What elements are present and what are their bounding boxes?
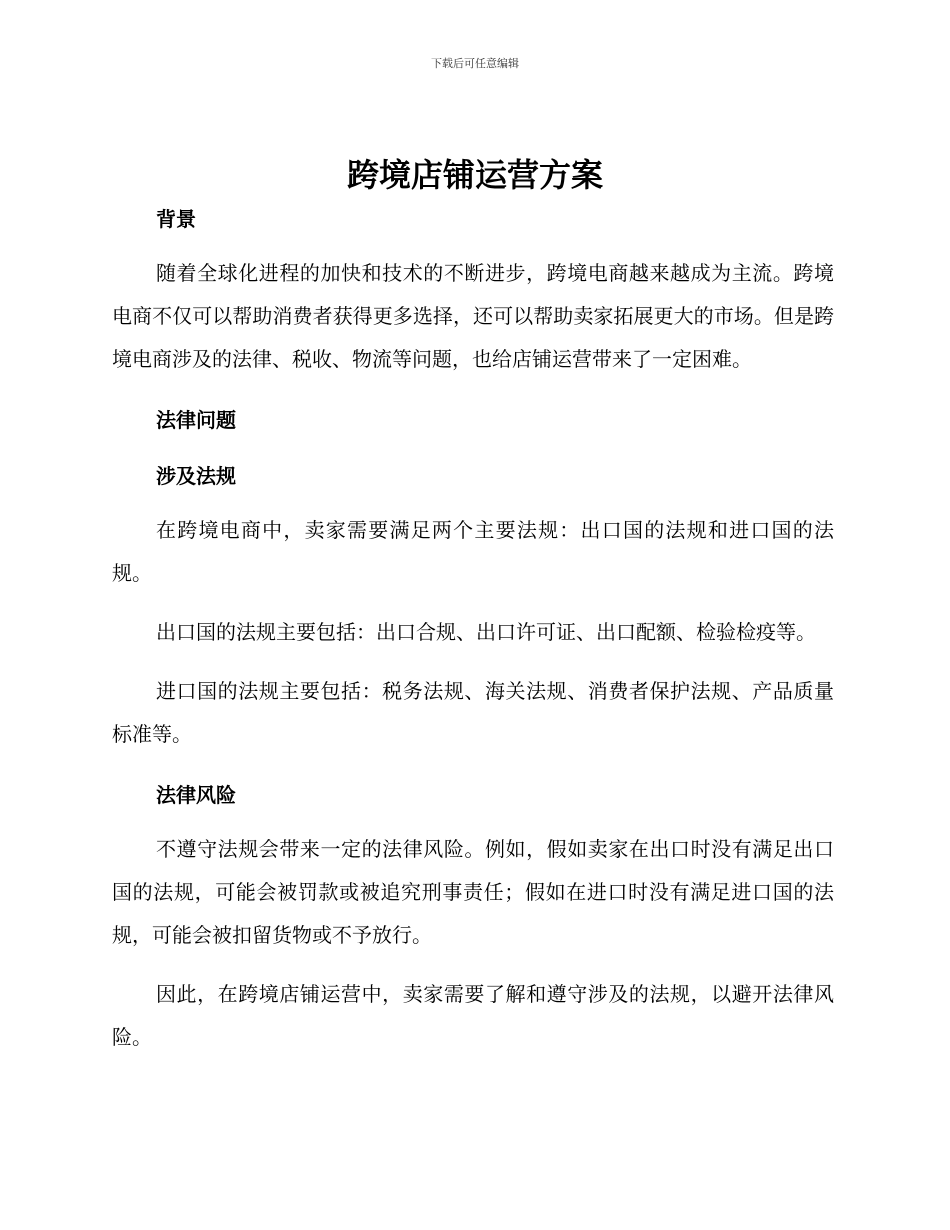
- header-note: 下载后可任意编辑: [431, 57, 519, 70]
- paragraph-regulations-2: 出口国的法规主要包括：出口合规、出口许可证、出口配额、检验检疫等。: [156, 620, 816, 644]
- paragraph-regulations-1: 在跨境电商中，卖家需要满足两个主要法规：出口国的法规和进口国的法规。: [112, 518, 834, 585]
- document-title: 跨境店铺运营方案: [346, 156, 603, 194]
- heading-legal-issues: 法律问题: [156, 408, 236, 432]
- paragraph-regulations-3: 进口国的法规主要包括：税务法规、海关法规、消费者保护法规、产品质量标准等。: [112, 679, 834, 746]
- paragraph-legal-risk-1: 不遵守法规会带来一定的法律风险。例如，假如卖家在出口时没有满足出口国的法规，可能会被罚款或被追究刑事责任；假如在进口时没有满足进口国的法规，可能会被扣留货物或不予放行。: [112, 837, 834, 947]
- heading-background: 背景: [156, 207, 196, 231]
- paragraph-background: 随着全球化进程的加快和技术的不断进步，跨境电商越来越成为主流。跨境电商不仅可以帮助消费者获得更多选择，还可以帮助卖家拓展更大的市场。但是跨境电商涉及的法律、税收、物流等问题，也给店铺运营带来了一定困难。: [112, 261, 834, 371]
- paragraph-legal-risk-2: 因此，在跨境店铺运营中，卖家需要了解和遵守涉及的法规，以避开法律风险。: [112, 982, 834, 1049]
- document-body: [112, 202, 834, 1059]
- heading-regulations: 涉及法规: [156, 464, 236, 488]
- heading-legal-risk: 法律风险: [156, 783, 236, 807]
